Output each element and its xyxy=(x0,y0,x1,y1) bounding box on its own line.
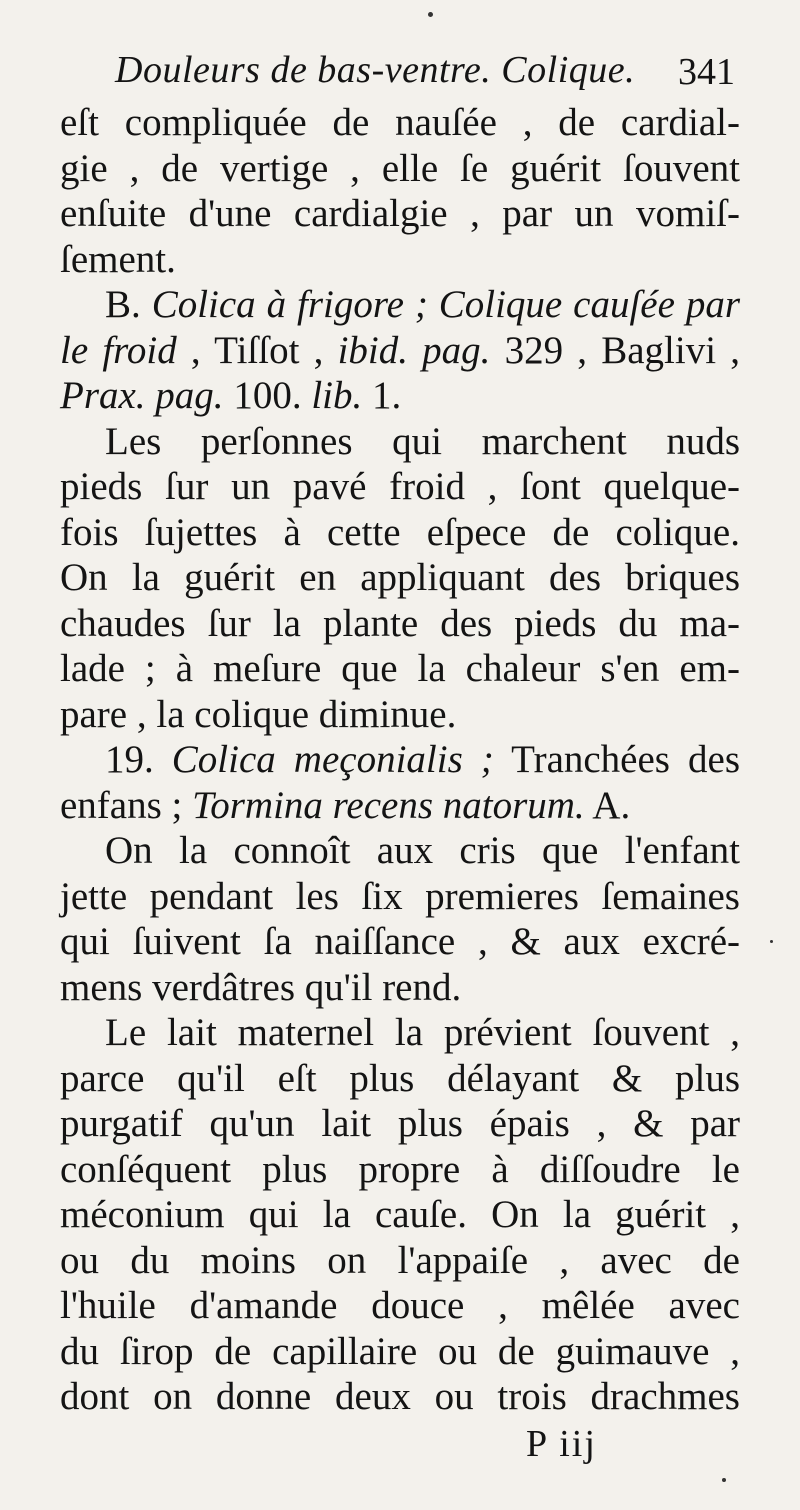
paper-speck xyxy=(428,12,433,17)
text-line: enſuite d'une cardialgie , par un vomiſ- xyxy=(60,192,740,235)
italic-text: Prax. pag. xyxy=(60,374,224,417)
roman-text: 19. xyxy=(105,738,172,781)
text-line: qui ſuivent ſa naiſſance , & aux excré- xyxy=(60,920,740,963)
roman-text: 1. xyxy=(362,374,402,417)
paper-speck xyxy=(770,940,773,943)
text-line: chaudes ſur la plante des pieds du ma- xyxy=(60,601,740,645)
page-number: 341 xyxy=(678,51,735,93)
roman-text: Tranchées des xyxy=(493,738,740,781)
running-head: Douleurs de bas-ventre. Colique. xyxy=(115,49,636,91)
text-line: Le lait maternel la prévient ſouvent , xyxy=(105,1011,740,1054)
text-line: l'huile d'amande douce , mêlée avec xyxy=(60,1284,740,1327)
text-line: purgatif qu'un lait plus épais , & par xyxy=(60,1102,740,1145)
text-line: lade ; à meſure que la chaleur s'en em- xyxy=(60,647,740,690)
text-line: eſt compliquée de nauſée , de cardial- xyxy=(60,101,740,144)
text-line: parce qu'il eſt plus délayant & plus xyxy=(60,1056,740,1100)
text-line xyxy=(60,737,740,783)
signature-mark: P iij xyxy=(526,1423,597,1465)
body-text xyxy=(60,100,740,1420)
italic-text: lib. xyxy=(311,374,363,417)
text-line xyxy=(60,373,740,419)
text-line: jette pendant les ſix premieres ſemaines xyxy=(60,874,740,918)
italic-text: le froid xyxy=(60,328,177,372)
roman-text: B. xyxy=(105,283,152,326)
text-line: conſéquent plus propre à diſſoudre le xyxy=(60,1147,740,1191)
text-line: On la guérit en appliquant des briques xyxy=(60,556,740,599)
text-line: fois ſujettes à cette eſpece de colique. xyxy=(60,510,740,554)
text-line: gie , de vertige , elle ſe guérit ſouvent xyxy=(60,146,740,190)
page-header xyxy=(115,44,735,100)
roman-text: enfans ; xyxy=(60,783,193,827)
italic-text: Tormina recens natorum. xyxy=(192,783,585,827)
roman-text: A. xyxy=(584,783,631,827)
text-line: méconium qui la cauſe. On la guérit , xyxy=(60,1193,740,1236)
text-line: pieds ſur un pavé froid , ſont quelque- xyxy=(60,465,740,508)
italic-text: Colica meçonialis ; xyxy=(171,738,494,781)
text-line xyxy=(60,328,740,374)
text-line: Les perſonnes qui marchent nuds xyxy=(105,419,740,463)
text-line: dont on donne deux ou trois drachmes xyxy=(60,1375,740,1418)
roman-text: , Tiſſot , xyxy=(176,328,338,372)
paper-speck xyxy=(722,1478,726,1482)
text-line: ſement. xyxy=(60,237,176,281)
text-line: du ſirop de capillaire ou de guimauve , xyxy=(60,1329,740,1373)
text-line xyxy=(60,783,740,829)
italic-text: Colica à frigore ; Colique cauſée par xyxy=(151,283,740,326)
text-line: On la connoît aux cris que l'enfant xyxy=(105,829,740,872)
roman-text: 329 , Baglivi , xyxy=(490,328,740,372)
italic-text: ibid. pag. xyxy=(337,328,491,372)
roman-text: 100. xyxy=(223,374,312,417)
text-line: ou du moins on l'appaiſe , avec de xyxy=(60,1238,740,1282)
text-line: pare , la colique diminue. xyxy=(60,692,457,736)
text-line xyxy=(60,282,740,328)
text-line: mens verdâtres qu'il rend. xyxy=(60,965,462,1009)
